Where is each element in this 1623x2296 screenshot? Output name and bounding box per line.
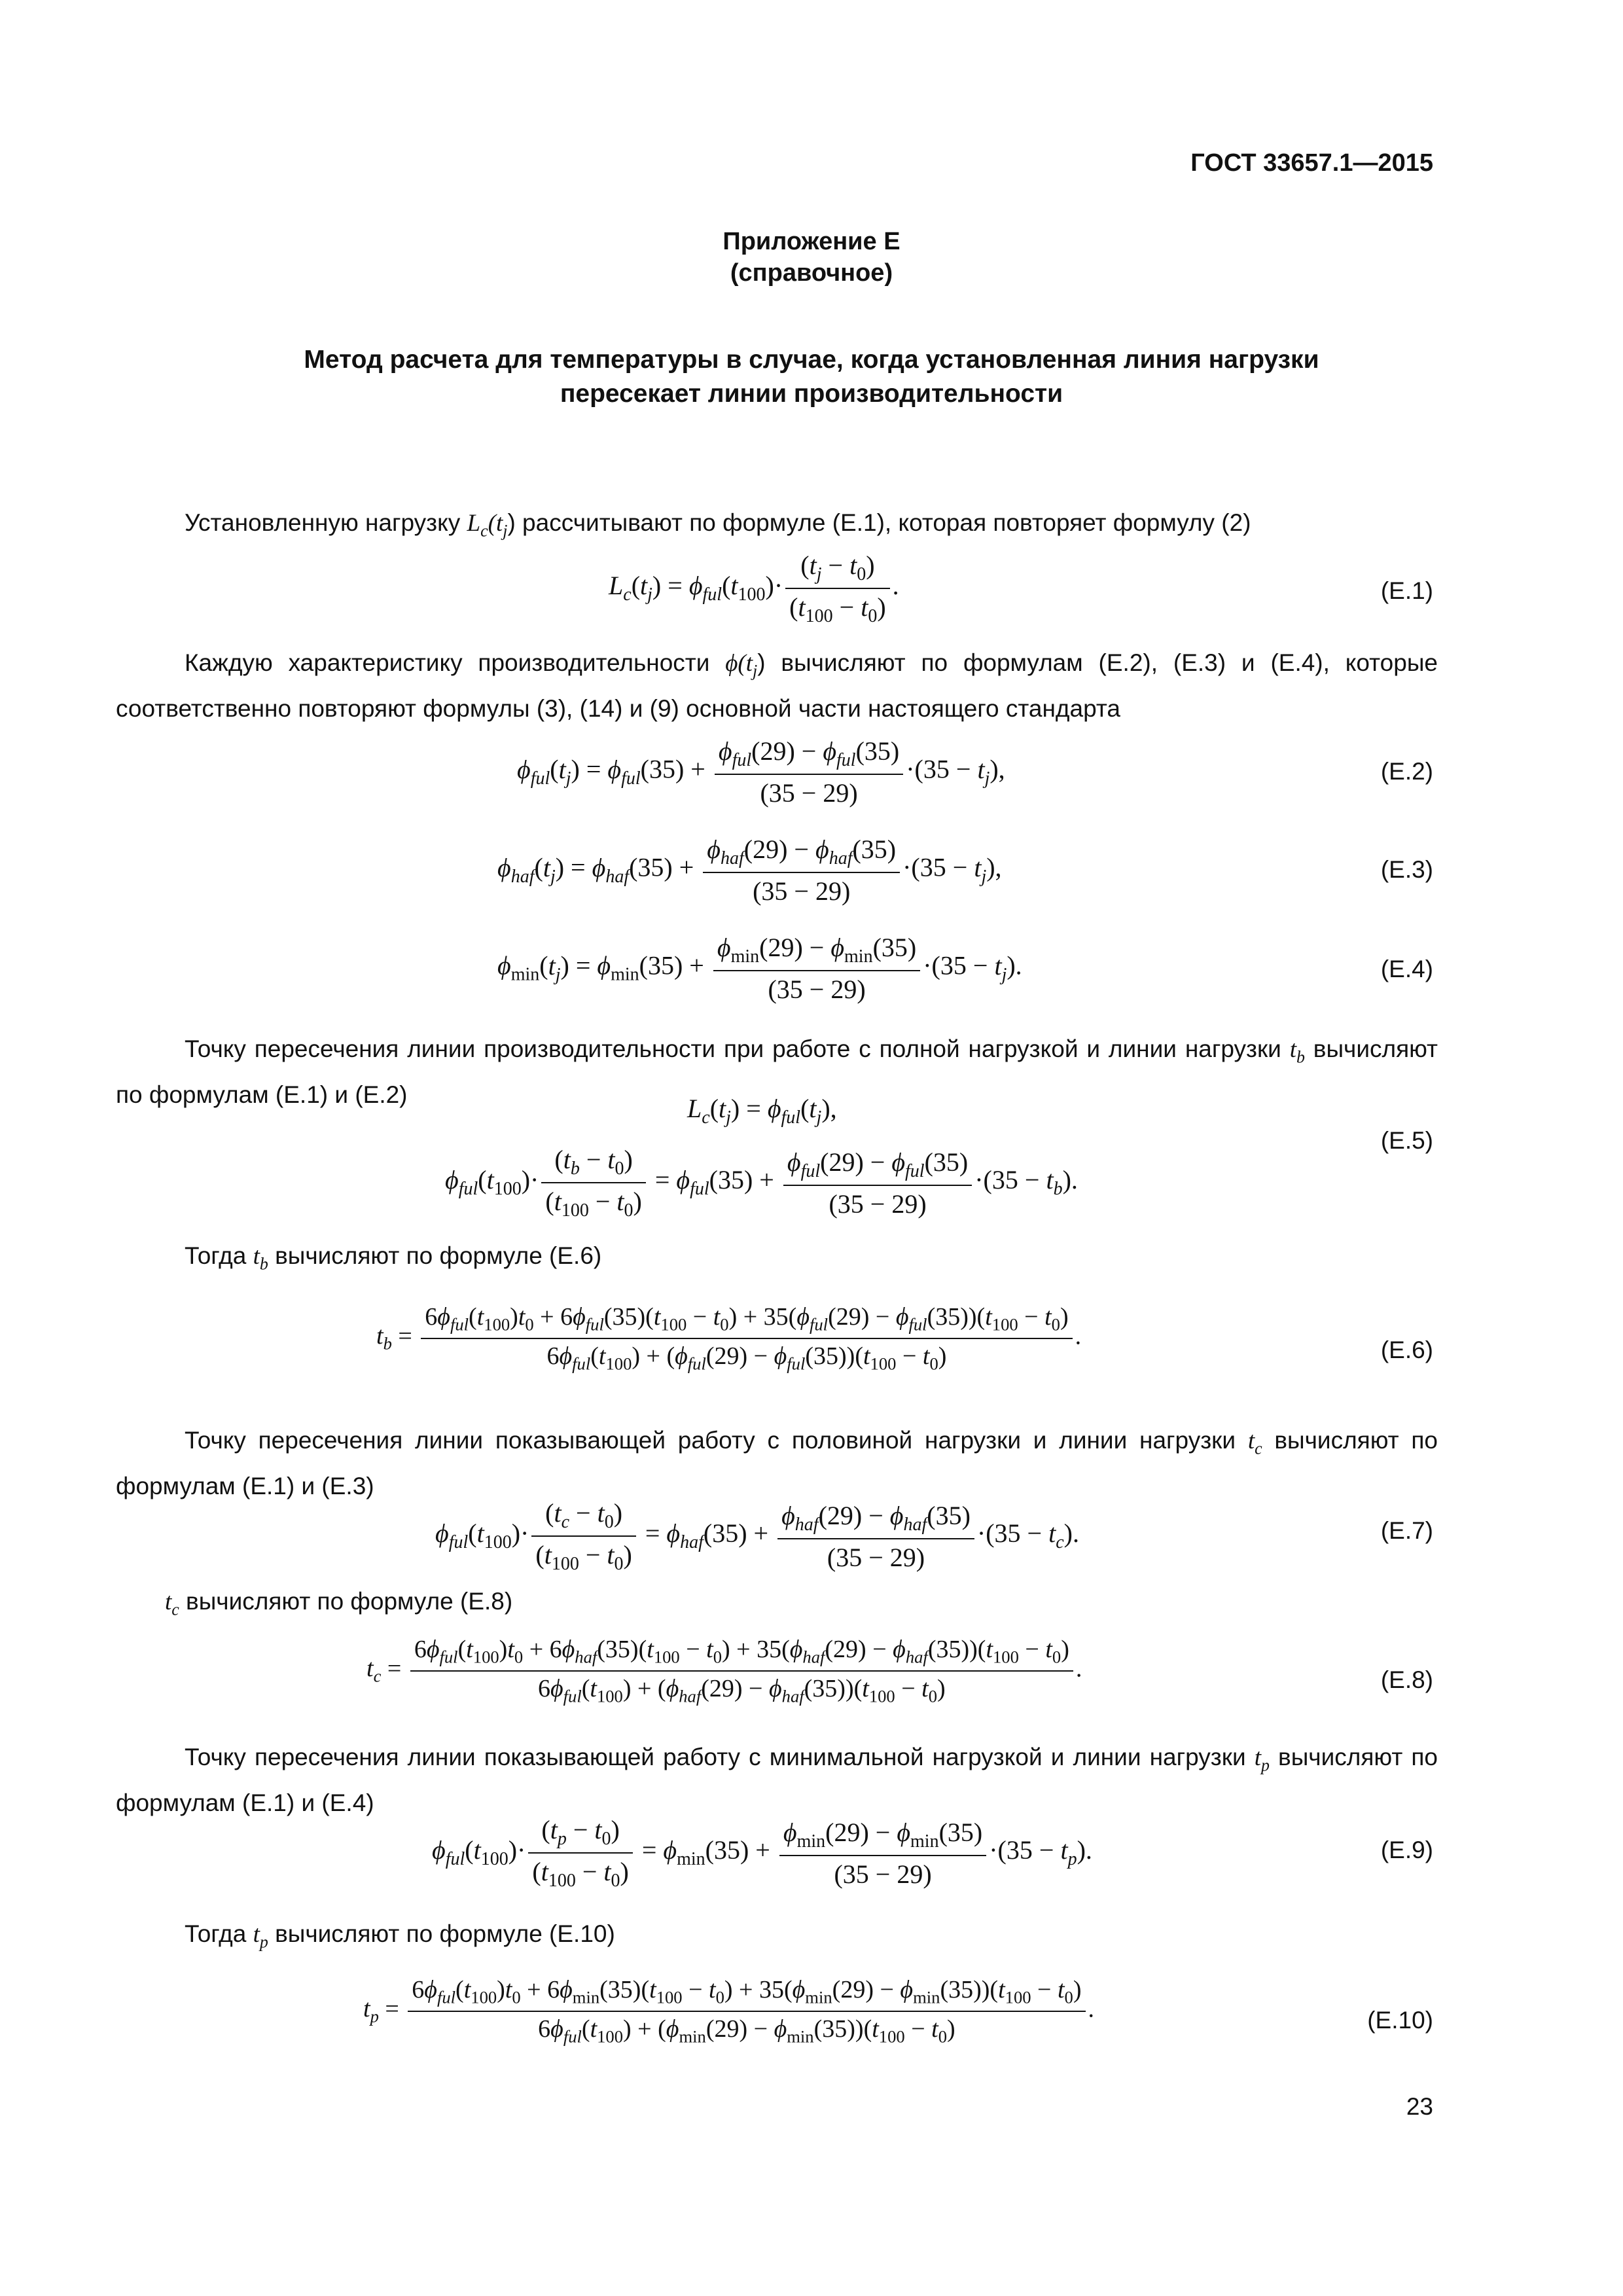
- paragraph-2: Каждую характеристику производительности $\phi(t_j)$ вычисляют по формулам (Е.2), (Е.3) и (Е.4), которые соответственно повторяют формулы (3), (14) и (9) основной части настоящего стандарта: [116, 649, 1438, 723]
- equation-e8: $t_c$ = $6\phi_{ful}(t_{100})t_0 + 6\phi_{haf}(35)(t_{100} - t_0) + 35(\phi_{haf}(29) - \phi_{haf}(35))(t_{100} - t_0)$ $6\phi_{ful}(t_{100}) + (\phi_{haf}(29) - \phi_{haf}(35))(t_{100} - t_0)$ .: [366, 1636, 1082, 1706]
- paragraph-3: Точку пересечения линии производительности при работе с полной нагрузкой и линии нагрузки $t_b$ вычисляют по формулам (Е.1) и (Е.2): [116, 1035, 1438, 1109]
- paragraph-6: $t_c$ вычисляют по формуле (Е.8): [165, 1588, 513, 1619]
- equation-label-e7: (Е.7): [1380, 1517, 1433, 1544]
- equation-label-e5: (Е.5): [1380, 1127, 1433, 1154]
- equation-e4: $\phi_{min}(t_j) = \phi_{min}(35)$ + $\frac{\phi_{min}(29) - \phi_{min}(35)}{(35 - 29)}$ $\cdot(35 - t_j)$.: [497, 933, 1022, 1004]
- paragraph-4: Тогда $t_b$ вычисляют по формуле (Е.6): [185, 1242, 602, 1274]
- equation-label-e8: (Е.8): [1380, 1666, 1433, 1693]
- paragraph-5: Точку пересечения линии показывающей работу с половиной нагрузки и линии нагрузки $t_c$ вычисляют по формулам (Е.1) и (Е.3): [116, 1427, 1438, 1500]
- paragraph-1: Установленную нагрузку $L_c(t_j)$ рассчитывают по формуле (Е.1), которая повторяет формулу (2): [185, 509, 1251, 541]
- equation-e7: $\phi_{ful}(t_{100})\cdot$ $\frac{(t_c - t_0)}{(t_{100} - t_0)}$ = $\phi_{haf}(35)$ + $\frac{\phi_{haf}(29) - \phi_{haf}(35)}{(35 - 29)}$ $\cdot(35 - t_c)$.: [435, 1498, 1079, 1574]
- appendix-title: Приложение Е: [722, 228, 901, 255]
- equation-e9: $\phi_{ful}(t_{100})\cdot$ $\frac{(t_p - t_0)}{(t_{100} - t_0)}$ = $\phi_{min}(35)$ + $\frac{\phi_{min}(29) - \phi_{min}(35)}{(35 - 29)}$ $\cdot(35 - t_p)$.: [432, 1815, 1092, 1891]
- paragraph-8: Тогда $t_p$ вычисляют по формуле (Е.10): [185, 1920, 615, 1952]
- equation-e2: $\phi_{ful}(t_j) = \phi_{ful}(35)$ + $\frac{\phi_{ful}(29) - \phi_{ful}(35)}{(35 - 29)}$ $\cdot(35 - t_j)$,: [517, 736, 1005, 808]
- equation-e6: $t_b$ = $6\phi_{ful}(t_{100})t_0 + 6\phi_{ful}(35)(t_{100} - t_0) + 35(\phi_{ful}(29) - \phi_{ful}(35))(t_{100} - t_0)$ $6\phi_{ful}(t_{100}) + (\phi_{ful}(29) - \phi_{ful}(35))(t_{100} - t_0)$ .: [376, 1303, 1082, 1374]
- equation-e3: $\phi_{haf}(t_j) = \phi_{haf}(35)$ + $\frac{\phi_{haf}(29) - \phi_{haf}(35)}{(35 - 29)}$ $\cdot(35 - t_j)$,: [497, 834, 1002, 906]
- equation-e5-line1: $L_c(t_j) = \phi_{ful}(t_j)$,: [687, 1094, 837, 1128]
- equation-label-e1: (Е.1): [1380, 577, 1433, 604]
- page-number: 23: [1406, 2093, 1433, 2120]
- appendix-subtitle: (справочное): [730, 259, 893, 287]
- equation-label-e9: (Е.9): [1380, 1837, 1433, 1863]
- equation-e1: $L_c(t_j) = \phi_{ful}(t_{100})\cdot$ $\frac{(t_j - t_0)}{(t_{100} - t_0)}$ .: [609, 550, 899, 626]
- equation-label-e3: (Е.3): [1380, 856, 1433, 883]
- paragraph-7: Точку пересечения линии показывающей работу с минимальной нагрузкой и линии нагрузки $t_p$ вычисляют по формулам (Е.1) и (Е.4): [116, 1744, 1438, 1817]
- document-id: ГОСТ 33657.1—2015: [1190, 149, 1433, 177]
- equation-e5-line2: $\phi_{ful}(t_{100})\cdot$ $\frac{(t_b - t_0)}{(t_{100} - t_0)}$ = $\phi_{ful}(35)$ + $\frac{\phi_{ful}(29) - \phi_{ful}(35)}{(35 - 29)}$ $\cdot(35 - t_b)$.: [445, 1145, 1078, 1221]
- equation-label-e6: (Е.6): [1380, 1336, 1433, 1363]
- section-title-line2: пересекает линии производительности: [560, 380, 1063, 408]
- equation-label-e2: (Е.2): [1380, 758, 1433, 785]
- equation-e10: $t_p$ = $6\phi_{ful}(t_{100})t_0 + 6\phi_{min}(35)(t_{100} - t_0) + 35(\phi_{min}(29) - \phi_{min}(35))(t_{100} - t_0)$ $6\phi_{ful}(t_{100}) + (\phi_{min}(29) - \phi_{min}(35))(t_{100} - t_0)$ .: [363, 1976, 1094, 2047]
- section-title-line1: Метод расчета для температуры в случае, когда установленная линия нагрузки: [304, 346, 1319, 374]
- equation-label-e10: (Е.10): [1367, 2007, 1433, 2034]
- equation-label-e4: (Е.4): [1380, 956, 1433, 982]
